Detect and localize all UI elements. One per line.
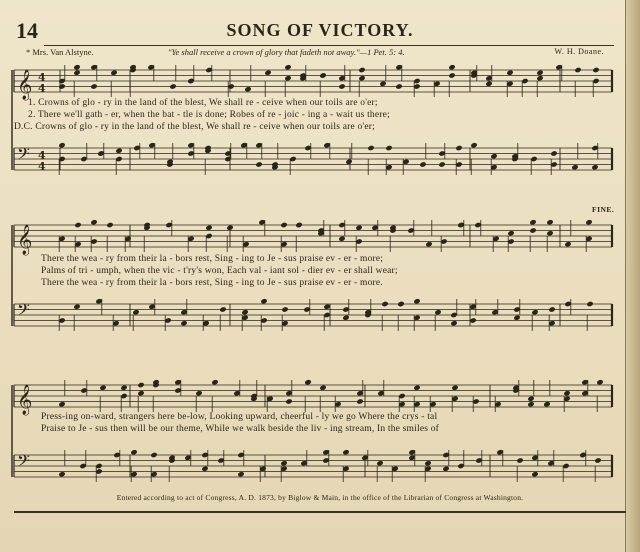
notehead — [367, 145, 374, 151]
notehead — [413, 298, 420, 304]
composer-credit: W. H. Doane. — [554, 47, 604, 56]
notehead — [219, 306, 226, 312]
notehead — [563, 390, 570, 396]
notehead — [586, 301, 593, 307]
notehead — [74, 222, 81, 228]
notehead — [237, 471, 244, 477]
notehead — [264, 70, 271, 76]
notehead — [425, 241, 432, 247]
notehead — [356, 398, 363, 404]
notehead — [424, 460, 431, 466]
notehead — [280, 460, 287, 466]
notehead — [485, 81, 492, 87]
notehead — [536, 75, 543, 81]
notehead — [201, 466, 208, 472]
notehead — [376, 460, 383, 466]
notehead — [284, 64, 291, 70]
notehead — [548, 306, 555, 312]
notehead — [507, 230, 514, 236]
notehead — [110, 70, 117, 76]
notehead — [132, 309, 139, 315]
notehead — [358, 67, 365, 73]
notehead — [355, 225, 362, 231]
notehead — [90, 219, 97, 225]
notehead — [342, 315, 349, 321]
notehead — [397, 301, 404, 307]
notehead — [295, 222, 302, 228]
notehead — [419, 161, 426, 167]
notehead — [413, 385, 420, 391]
notehead — [571, 164, 578, 170]
bass-clef-icon: 𝄢 — [17, 143, 30, 168]
notehead — [338, 236, 345, 242]
time-signature-bottom: 4 — [38, 82, 46, 95]
notehead — [58, 471, 65, 477]
notehead — [451, 385, 458, 391]
notehead — [58, 83, 65, 89]
notehead — [448, 72, 455, 78]
notehead — [137, 382, 144, 388]
notehead — [137, 390, 144, 396]
scripture-epigraph: "Ye shall receive a crown of glory that fadeth not away."—1 Pet. 5: 4. — [168, 47, 405, 57]
time-signature-bottom: 4 — [38, 160, 46, 173]
copyright-footer: Entered according to act of Congress, A. D. 1873, by Biglow & Main, in the office of the Librarian of Congress at Washington. — [116, 493, 524, 502]
notehead — [596, 379, 603, 385]
notehead — [195, 390, 202, 396]
notehead — [319, 385, 326, 391]
system1-verse1: 1. Crowns of glo - ry in the land of the blest, We shall re - ceive when our toils are o'er; — [28, 98, 378, 108]
notehead — [531, 471, 538, 477]
notehead — [395, 83, 402, 89]
system2-verse2: Palms of tri - umph, when the vic - t'ry's won, Each val - iant sol - dier ev - er shall wear; — [41, 266, 398, 276]
notehead — [490, 153, 497, 159]
notehead — [73, 70, 80, 76]
notehead — [205, 225, 212, 231]
notehead — [442, 466, 449, 472]
notehead — [594, 457, 601, 463]
notehead — [550, 150, 557, 156]
system3-verse2: Praise to Je - sus then will be our theme, While we walk beside the liv - ing stream, In the smiles of — [41, 424, 440, 434]
song-title: SONG OF VICTORY. — [226, 20, 414, 40]
notehead — [280, 222, 287, 228]
notehead — [470, 142, 477, 148]
notehead — [150, 452, 157, 458]
notehead — [244, 86, 251, 92]
notehead — [99, 385, 106, 391]
notehead — [527, 396, 534, 402]
notehead — [438, 161, 445, 167]
notehead — [434, 309, 441, 315]
notehead — [592, 67, 599, 73]
notehead — [342, 449, 349, 455]
notehead — [546, 230, 553, 236]
fine-mark: FINE. — [592, 205, 615, 214]
notehead — [450, 320, 457, 326]
lyricist-credit: * Mrs. Van Alstyne. — [26, 47, 94, 57]
notehead — [130, 449, 137, 455]
notehead — [226, 225, 233, 231]
bottom-rule — [14, 511, 626, 513]
notehead — [169, 83, 176, 89]
bass-clef-icon: 𝄢 — [17, 450, 30, 475]
notehead — [58, 142, 65, 148]
notehead — [591, 164, 598, 170]
notehead — [513, 315, 520, 321]
notehead — [506, 70, 513, 76]
treble-clef-icon: 𝄞 — [17, 385, 33, 416]
notehead — [338, 83, 345, 89]
notehead — [106, 222, 113, 228]
notehead — [345, 159, 352, 165]
notehead — [73, 304, 80, 310]
notehead — [385, 145, 392, 151]
treble-clef-icon: 𝄞 — [17, 70, 33, 101]
notehead — [585, 219, 592, 225]
time-signature-top: 4 — [38, 71, 46, 84]
notehead — [448, 64, 455, 70]
system1-verse2: 2. There we'll gath - er, when the bat - tle is done; Robes of re - joic - ing a - wait us there; — [28, 110, 390, 120]
system3-verse1: Press-ing on-ward, strangers here be-low, Looking upward, cheerful - ly we go Where the crys - tal — [41, 412, 438, 422]
notehead — [379, 81, 386, 87]
time-signature-top: 4 — [38, 149, 46, 162]
notehead — [304, 379, 311, 385]
notehead — [115, 148, 122, 154]
notehead — [564, 241, 571, 247]
notehead — [255, 161, 262, 167]
system2-verse3: There the wea - ry from their la - bors rest, Sing - ing to Je - sus praise ev - er - more. — [41, 278, 383, 288]
notehead — [529, 219, 536, 225]
notehead — [180, 320, 187, 326]
page-number: 14 — [16, 18, 38, 43]
system2-verse1: There the wea - ry from their la - bors rest, Sing - ing to Je - sus praise ev - er - more; — [41, 254, 384, 264]
notehead — [58, 401, 65, 407]
notehead — [241, 309, 248, 315]
notehead — [536, 70, 543, 76]
notehead — [284, 75, 291, 81]
notehead — [455, 145, 462, 151]
notehead — [73, 64, 80, 70]
notehead — [516, 457, 523, 463]
notehead — [319, 72, 326, 78]
system1-dc-line: D.C. Crowns of glo - ry in the land of the blest, We shall re - ceive when our toils are o'er; — [14, 122, 375, 132]
notehead — [574, 67, 581, 73]
treble-clef-icon: 𝄞 — [17, 225, 33, 256]
bass-clef-icon: 𝄢 — [17, 299, 30, 324]
notehead — [527, 401, 534, 407]
notehead — [285, 398, 292, 404]
notehead — [281, 306, 288, 312]
notehead — [529, 227, 536, 233]
notehead — [120, 385, 127, 391]
notehead — [531, 309, 538, 315]
notehead — [543, 401, 550, 407]
notehead — [381, 301, 388, 307]
notehead — [211, 379, 218, 385]
notehead — [260, 298, 267, 304]
notehead — [358, 75, 365, 81]
notehead — [90, 83, 97, 89]
notehead — [546, 219, 553, 225]
